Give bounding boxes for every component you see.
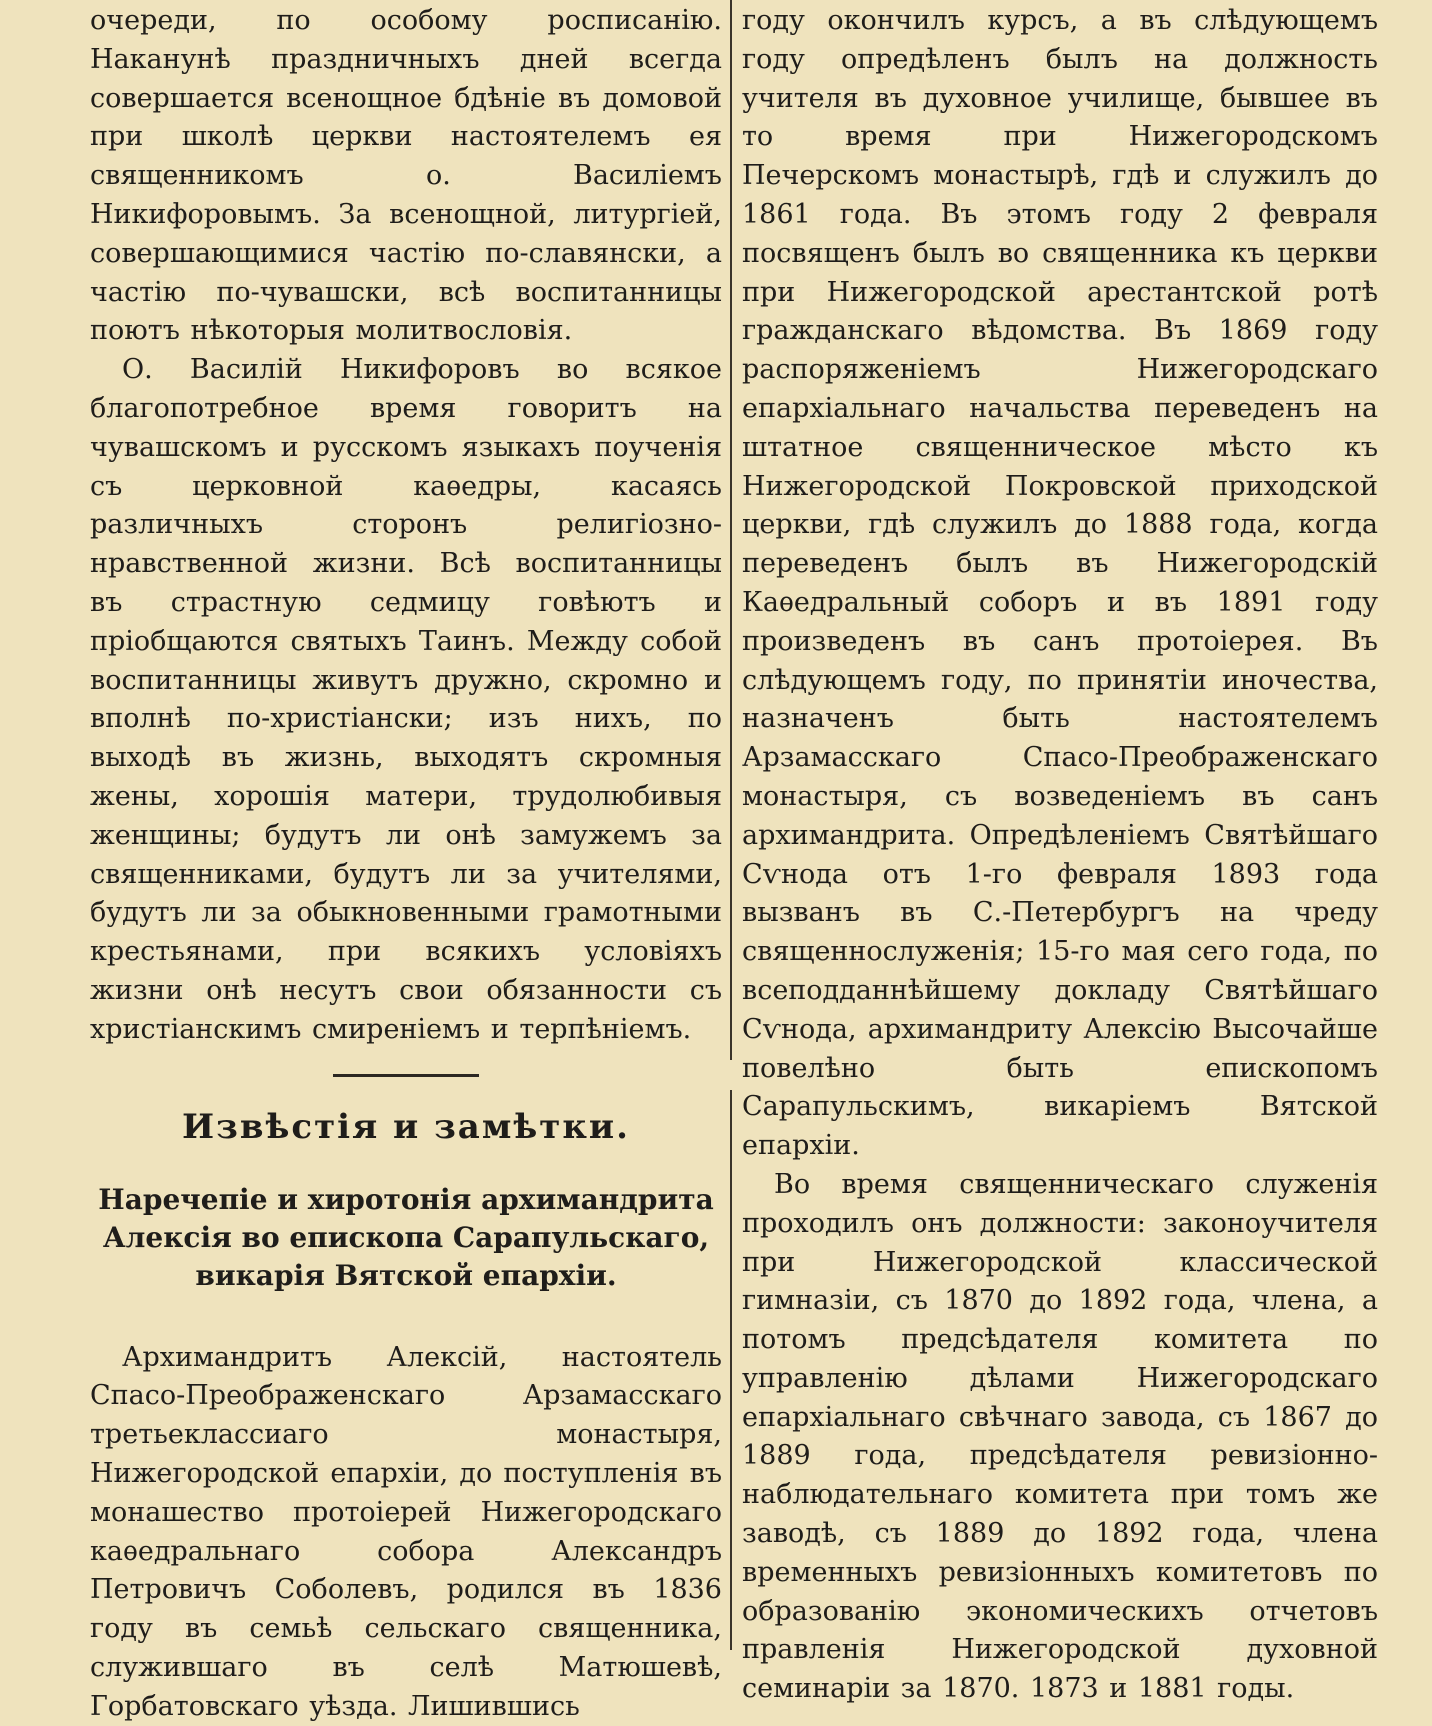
- section-divider: [333, 1074, 479, 1077]
- left-paragraph-2: О. Василій Никифоровъ во всякое благопотребное время говоритъ на чувашскомъ и русскомъ языкахъ поученія съ церковной каѳедры, касаясь различныхъ сторонъ религіозно-нравственной жизни. Всѣ воспитанницы въ страстную седмицу говѣютъ и пріобщаются святыхъ Таинъ. Между собой воспитанницы живутъ дружно, скромно и вполнѣ по-христіански; изъ нихъ, по выходѣ въ жизнь, выходятъ скромныя жены, хорошія матери, трудолюбивыя женщины; будутъ ли онѣ замужемъ за священниками, будутъ ли за учителями, будутъ ли за обыкновенными грамотными крестьянами, при всякихъ условіяхъ жизни онѣ несутъ свои обязанности съ христіанскимъ смиреніемъ и терпѣніемъ.: [90, 354, 722, 1045]
- article-title: Наречепіе и хиротонія архимандрита Алексія во епископа Сарапульскаго, викарія Вятской епархіи.: [98, 1182, 714, 1292]
- left-paragraph-3: Архимандритъ Алексій, настоятель Спасо-Преображенскаго Арзамасскаго третьеклассиаго монастыря, Нижегородской епархіи, до поступленія въ монашество протоіерей Нижегородскаго каѳедральнаго собора Александръ Петровичъ Соболевъ, родился въ 1836 году въ семьѣ сельскаго священника, служившаго въ селѣ Матюшевѣ, Горбатовскаго уѣзда. Лишившись: [90, 1341, 722, 1722]
- section-title: Извѣстія и замѣтки.: [182, 1106, 630, 1147]
- right-column: [742, 0, 1378, 1709]
- column-divider: [730, 0, 732, 1060]
- right-paragraph-1: году окончилъ курсъ, а въ слѣдующемъ году опредѣленъ былъ на должность учителя въ духовное училище, бывшее въ то время при Нижегородскомъ Печерскомъ монастырѣ, гдѣ и служилъ до 1861 года. Въ этомъ году 2 февраля посвященъ былъ во священника къ церкви при Нижегородской арестантской ротѣ гражданскаго вѣдомства. Въ 1869 году распоряженіемъ Нижегородскаго епархіальнаго начальства переведенъ на штатное священническое мѣсто къ Нижегородской Покровской приходской церкви, гдѣ служилъ до 1888 года, когда переведенъ былъ въ Нижегородскій Каѳедральный соборъ и въ 1891 году произведенъ въ санъ протоіерея. Въ слѣдующемъ году, по принятіи иночества, назначенъ быть настоятелемъ Арзамасскаго Спасо-Преображенскаго монастыря, съ возведеніемъ въ санъ архимандрита. Опредѣленіемъ Святѣйшаго Сѵнода отъ 1-го февраля 1893 года вызванъ въ С.-Петербургъ на чреду священнослуженія; 15-го мая сего года, по всеподданнѣйшему докладу Святѣйшаго Сѵнода, архимандриту Алексію Высочайше повелѣно быть епископомъ Сарапульскимъ, викаріемъ Вятской епархіи.: [742, 5, 1378, 1162]
- left-paragraph-1: очереди, по особому росписанію. Наканунѣ праздничныхъ дней всегда совершается всенощное бдѣніе въ домовой при школѣ церкви настоятелемъ ея священникомъ о. Василіемъ Никифоровымъ. За всенощной, литургіей, совершающимися частію по-славянски, а частію по-чувашски, всѣ воспитанницы поютъ нѣкоторыя молитвословія.: [90, 5, 722, 347]
- right-paragraph-2: Во время священническаго служенія проходилъ онъ должности: законоучителя при Нижегородской классической гимназіи, съ 1870 до 1892 года, члена, а потомъ предсѣдателя комитета по управленію дѣлами Нижегородскаго епархіальнаго свѣчнаго завода, съ 1867 до 1889 года, предсѣдателя ревизіонно-наблюдательнаго комитета при томъ же заводѣ, съ 1889 до 1892 года, члена временныхъ ревизіонныхъ комитетовъ по образованію экономическихъ отчетовъ правленія Нижегородской духовной семинаріи за 1870. 1873 и 1881 годы.: [742, 1168, 1378, 1705]
- column-divider-lower: [730, 1090, 732, 1650]
- left-column: [90, 0, 722, 1726]
